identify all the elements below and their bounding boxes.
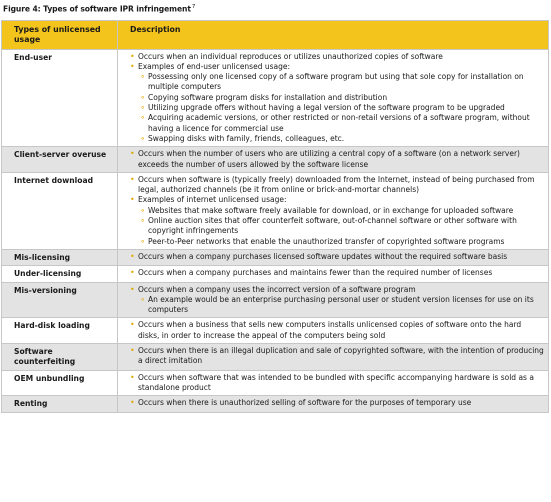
figure-caption <box>3 4 195 14</box>
row-type-label: Mis-versioning <box>2 282 118 318</box>
row-description <box>118 147 549 173</box>
table-row <box>2 396 549 412</box>
sub-bullet-item: ∘ Websites that make software freely available for download, or in exchange for uploaded software <box>138 206 544 216</box>
table-row <box>2 344 549 371</box>
bullet-list <box>130 52 544 145</box>
bullet-list <box>130 346 544 367</box>
bullet-item <box>130 285 544 316</box>
table-row <box>2 172 549 249</box>
row-type-label: Renting <box>2 396 118 412</box>
table-header-row <box>2 21 549 50</box>
caption-footnote-ref: 7 <box>191 4 196 10</box>
sub-bullet-item: ∘ Utilizing upgrade offers without having a legal version of the software program to be upgraded <box>138 103 544 113</box>
row-type-label: Software counterfeiting <box>2 344 118 371</box>
row-description <box>118 249 549 265</box>
sub-bullet-item: ∘ Possessing only one licensed copy of a software program but using that sole copy for installation on multiple computers <box>138 72 544 93</box>
row-description <box>118 318 549 344</box>
bullet-item <box>130 346 544 367</box>
bullet-item <box>130 175 544 196</box>
bullet-item <box>130 320 544 341</box>
sub-bullet-item: ∘ Swapping disks with family, friends, colleagues, etc. <box>138 134 544 144</box>
bullet-list <box>130 398 544 408</box>
caption-title: Figure 4: Types of software IPR infringement <box>3 4 191 14</box>
sub-bullet-item: ∘ Acquiring academic versions, or other restricted or non-retail versions of a software program, without having a licence for commercial use <box>138 113 544 134</box>
bullet-list <box>130 149 544 170</box>
row-description <box>118 266 549 282</box>
table-row <box>2 370 549 396</box>
row-description <box>118 49 549 147</box>
sub-bullet-list <box>138 72 544 144</box>
row-description <box>118 282 549 318</box>
bullet-text: Occurs when there is an illegal duplication and sale of copyrighted software, with the intention of producing a direct imitation <box>138 346 544 366</box>
bullet-text: Examples of end-user unlicensed usage: <box>138 61 291 71</box>
row-type-label: Internet download <box>2 172 118 249</box>
bullet-item <box>130 252 544 262</box>
sub-bullet-item: ∘ Online auction sites that offer counterfeit software, out-of-channel software or other software with copyright infringements <box>138 216 544 237</box>
row-type-label: Client-server overuse <box>2 147 118 173</box>
row-type-label: End-user <box>2 49 118 147</box>
table-row <box>2 249 549 265</box>
sub-bullet-item: ∘ Copying software program disks for installation and distribution <box>138 93 544 103</box>
table-row <box>2 318 549 344</box>
bullet-item <box>130 62 544 144</box>
row-description <box>118 344 549 371</box>
bullet-text: Occurs when the number of users who are utilizing a central copy of a software (on a network server) exceeds the number of users allowed by the software license <box>138 149 520 169</box>
bullet-item <box>130 398 544 408</box>
table-row <box>2 266 549 282</box>
bullet-text: Occurs when there is unauthorized selling of software for the purposes of temporary use <box>138 398 472 408</box>
bullet-list <box>130 268 544 278</box>
bullet-item <box>130 149 544 170</box>
bullet-list <box>130 373 544 394</box>
bullet-item <box>130 195 544 246</box>
ipr-infringement-table <box>1 20 549 413</box>
bullet-text: Occurs when an individual reproduces or utilizes unauthorized copies of software <box>138 51 443 61</box>
bullet-list <box>130 252 544 262</box>
row-type-label: OEM unbundling <box>2 370 118 396</box>
sub-bullet-item: ∘ Peer-to-Peer networks that enable the unauthorized transfer of copyrighted software programs <box>138 237 544 247</box>
sub-bullet-list <box>138 206 544 247</box>
header-description: Description <box>118 21 549 50</box>
table-row <box>2 49 549 147</box>
row-description <box>118 396 549 412</box>
bullet-list <box>130 285 544 316</box>
sub-bullet-list <box>138 295 544 316</box>
row-description <box>118 172 549 249</box>
row-type-label: Mis-licensing <box>2 249 118 265</box>
bullet-text: Occurs when a company purchases and maintains fewer than the required number of licenses <box>138 268 493 278</box>
bullet-text: Occurs when a company purchases licensed software updates without the required software basis <box>138 251 508 261</box>
sub-bullet-item: ∘ An example would be an enterprise purchasing personal user or student version licenses for use on its computers <box>138 295 544 316</box>
row-type-label: Hard-disk loading <box>2 318 118 344</box>
bullet-list <box>130 320 544 341</box>
table-row <box>2 147 549 173</box>
bullet-item <box>130 373 544 394</box>
header-type: Types of unlicensed usage <box>2 21 118 50</box>
bullet-item <box>130 268 544 278</box>
bullet-text: Occurs when software that was intended to be bundled with specific accompanying hardware is sold as a standalone product <box>138 372 534 392</box>
table-body <box>2 49 549 412</box>
bullet-item <box>130 52 544 62</box>
bullet-text: Occurs when a business that sells new computers installs unlicensed copies of software onto the hard disks, in order to increase the appeal of the computers being sold <box>138 320 522 340</box>
bullet-list <box>130 175 544 247</box>
row-description <box>118 370 549 396</box>
table-row <box>2 282 549 318</box>
bullet-text: Occurs when a company uses the incorrect version of a software program <box>138 284 416 294</box>
bullet-text: Occurs when software is (typically freely) downloaded from the Internet, instead of being purchased from legal, authorized channels (be it from online or brick-and-mortar channels) <box>138 174 535 195</box>
bullet-text: Examples of internet unlicensed usage: <box>138 195 287 205</box>
row-type-label: Under-licensing <box>2 266 118 282</box>
